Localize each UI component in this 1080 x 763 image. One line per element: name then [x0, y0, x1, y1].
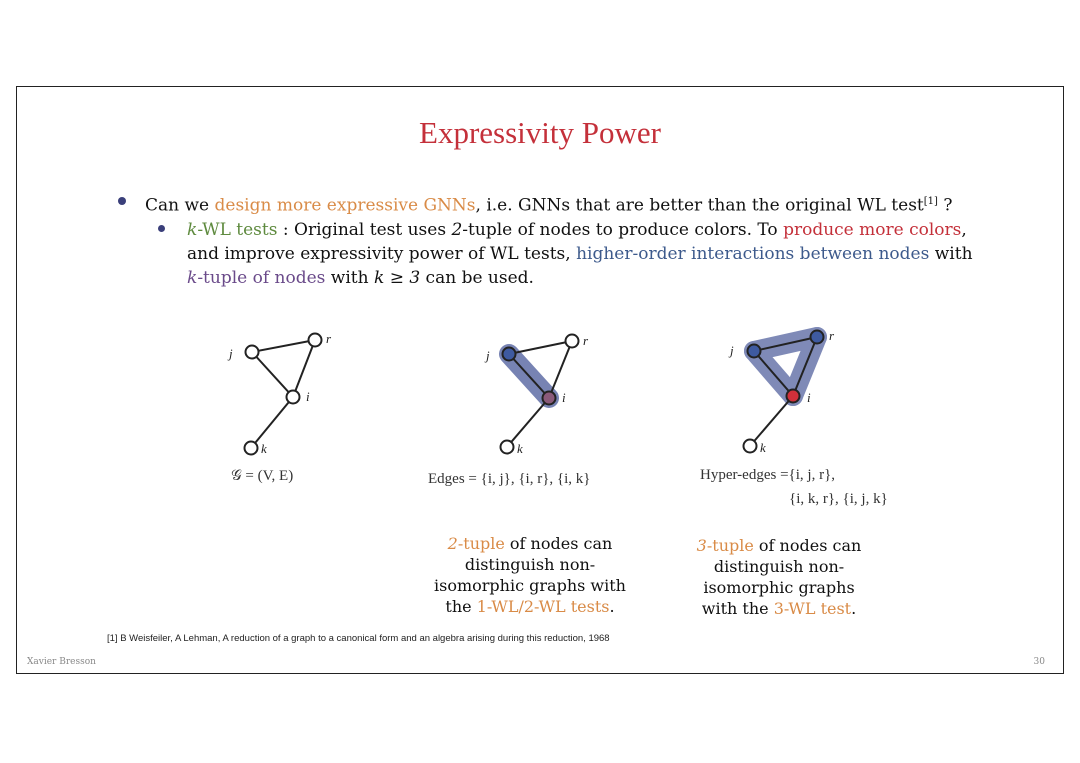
label-i: i	[562, 390, 566, 405]
tests-name: 3-WL test	[773, 599, 852, 618]
label-j: j	[486, 348, 490, 363]
description-3tuple	[693, 535, 865, 619]
label-k: k	[261, 441, 267, 456]
node-j	[748, 345, 761, 358]
text: , i.e. GNNs that are better than the original WL test	[475, 195, 924, 216]
slide	[16, 86, 1064, 674]
num: 2	[451, 220, 463, 240]
node-i	[787, 390, 800, 403]
text: -tuple of nodes to produce colors. To	[462, 220, 784, 240]
highlight-ktuple: -tuple of nodes	[197, 268, 326, 288]
node-j	[503, 348, 516, 361]
caption-hyperedges-1: Hyper-edges ={i, j, r},	[700, 467, 836, 483]
text: of nodes can distinguish non-isomorphic graphs with the	[701, 536, 862, 618]
label-i: i	[807, 390, 811, 405]
footnote: [1] B Weisfeiler, A Lehman, A reduction of a graph to a canonical form and an algebra arising during this reduction, 1968	[107, 633, 610, 644]
label-r: r	[829, 328, 835, 343]
text: with	[325, 268, 374, 288]
caption-graph: 𝒢 = (V, E)	[231, 468, 294, 484]
label-i: i	[306, 389, 310, 404]
node-r	[309, 334, 322, 347]
text: , and improve expressivity power of WL tests,	[187, 220, 967, 264]
node-j	[246, 346, 259, 359]
text: of nodes can distinguish non-isomorphic graphs with the	[434, 534, 626, 616]
label-j: j	[730, 343, 734, 358]
text: ?	[937, 195, 953, 216]
tests-name: 1-WL/2-WL tests	[476, 597, 610, 616]
tuple-word: -tuple	[457, 534, 505, 553]
highlight-more-colors: produce more colors	[783, 220, 962, 240]
node-r	[811, 331, 824, 344]
kwl-tests: -WL tests	[197, 220, 278, 240]
label-j: j	[229, 346, 233, 361]
slide-title: Expressivity Power	[419, 115, 661, 150]
label-r: r	[326, 331, 332, 346]
k-var: k	[187, 268, 198, 288]
label-k: k	[517, 441, 523, 456]
text: Can we	[145, 195, 215, 216]
num: 3	[696, 536, 707, 555]
caption-edges: Edges = {i, j}, {i, r}, {i, k}	[428, 471, 591, 487]
condition: k ≥ 3	[373, 268, 421, 288]
author: Xavier Bresson	[27, 657, 96, 667]
text: with	[929, 244, 973, 264]
node-k	[501, 441, 514, 454]
citation: [1]	[923, 196, 938, 207]
page-number: 30	[1033, 657, 1045, 667]
node-k	[245, 442, 258, 455]
highlight-higher-order: higher-order interactions between nodes	[576, 244, 930, 264]
label-k: k	[760, 440, 766, 455]
text: .	[851, 599, 857, 618]
node-i	[543, 392, 556, 405]
text: can be used.	[420, 268, 534, 288]
text: : Original test uses	[277, 220, 452, 240]
description-2tuple	[420, 533, 640, 617]
k-var: k	[187, 220, 198, 240]
tuple-word: -tuple	[706, 536, 754, 555]
num: 2	[447, 534, 458, 553]
highlight-expressive: design more expressive GNNs	[214, 195, 476, 216]
text: .	[609, 597, 615, 616]
node-i	[287, 391, 300, 404]
node-k	[744, 440, 757, 453]
label-r: r	[583, 333, 589, 348]
caption-hyperedges-2: {i, k, r}, {i, j, k}	[789, 491, 888, 507]
node-r	[566, 335, 579, 348]
